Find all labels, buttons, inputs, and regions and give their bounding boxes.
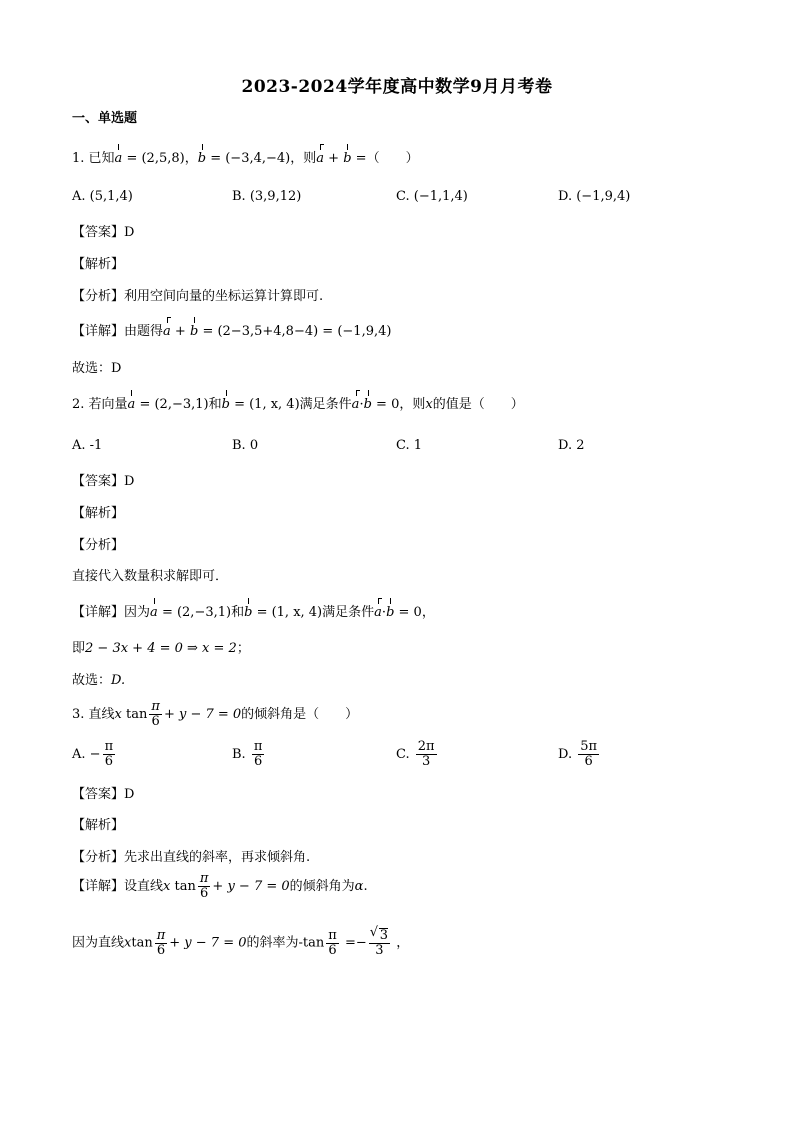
q1-detail-line: 【详解】由题得a + b = (2−3,5+4,8−4) = (−1,9,4) [72,324,392,339]
q2-detail-a: = (2,−3,1) [161,605,232,620]
q3-option-a-den: 6 [104,754,113,769]
q3-option-a-frac [103,740,116,769]
q3-sqrt-den: 3 [375,943,384,958]
q1-a-value: (2,5,8) [141,151,185,166]
q3-because-neg: - [298,935,303,951]
vector-b-q2-cond: b [386,605,395,620]
q3-because-frac2-num: π [328,927,337,943]
section-heading: 一、单选题 [72,111,138,126]
q3-detail-line [72,872,368,902]
q3-because-frac-num: π [156,927,166,943]
q2-option-c: C. 1 [396,438,423,453]
q3-because-tan: tan [131,935,153,951]
q3-detail-pre: 设直线 [124,879,164,894]
q2-option-d: D. 2 [558,438,585,453]
q2-detail-pre: 因为 [124,605,151,620]
q3-option-b-num: π [253,739,263,754]
page-title: 2023-2024学年度高中数学9月月考卷 [241,77,553,97]
q3-answer-line [72,787,134,803]
vector-b-q2-detail: b [244,605,253,620]
q3-option-a-sign: − [89,747,101,762]
q2-answer-line [72,474,134,490]
q2-ask-post: 的值是（ ） [432,397,524,412]
q3-because-frac [155,929,168,958]
q3-because-rest: + y − 7 = 0 [169,935,247,951]
q2-jiexi-tag: 【解析】 [72,506,125,521]
q3-tan: tan [126,707,148,722]
q2-choose: 故选： [72,673,112,688]
q3-option-a-num: π [104,739,114,754]
q1-fenxi: 利用空间向量的坐标运算计算即可. [124,289,324,304]
q2-ji-line [72,641,250,657]
fenxi-tag: 【分析】 [72,850,125,865]
q2-detail-cond-eq: = 0 [398,605,422,620]
vector-b: b [197,151,207,166]
q2-detail-b: = (1, x, 4) [256,605,323,620]
q3-eq-neg: =− [344,935,367,951]
q2-ji-pre: 即 [72,641,86,656]
q2-detail-cond: 满足条件 [322,605,375,620]
q2-detail-end: ， [421,605,435,620]
q2-number: 2. 若向量 [72,397,128,412]
q3-number: 3. 直线 [72,707,115,722]
q3-detail-frac-den: 6 [200,886,209,901]
q3-fraction-num: π [151,699,160,714]
q3-jiexi-tag: 【解析】 [72,818,125,833]
q3-sqrt-num [369,928,390,944]
q3-option-a [72,740,117,769]
q2-ji-eq: 2 − 3x + 4 = 0 ⇒ x = 2 [85,641,237,656]
q3-option-b-label: B. [232,747,246,762]
q1-option-a: A. (5,1,4) [72,189,133,204]
q2-option-a: A. -1 [72,438,103,453]
vector-b-sum: b [343,151,352,166]
vector-a-detail: a [163,324,171,339]
q3-option-c-den: 3 [422,754,431,769]
q3-because-line [72,928,409,959]
q3-rest: + y − 7 = 0 [163,707,242,722]
q1-fenxi-line [72,289,323,305]
vector-b-detail: b [189,324,199,339]
q3-fraction [149,700,162,729]
q3-ask: 的倾斜角是（ ） [241,707,359,722]
q1-choose: 故选：D [72,361,122,376]
q3-because-frac-den: 6 [156,942,166,958]
question-2: 2. 若向量a = (2,−3,1)和b = (1, x, 4)满足条件a·b = 0，则x的值是（ ） [72,397,524,412]
vector-a-q2-cond: a [374,605,382,620]
question-3 [72,700,358,730]
vector-a-sum: a [316,151,325,166]
q2-detail-and: 和 [231,605,245,620]
q3-because-frac2-den: 6 [328,942,337,958]
vector-a-q2-detail: a [150,605,158,620]
q1-option-d: D. (−1,9,4) [558,189,631,204]
vector-b-q2: b [221,397,230,412]
q2-and: 和 [208,397,222,412]
q3-option-c-label: C. [396,747,410,762]
q3-fenxi-line [72,850,310,866]
q3-detail-frac-num: π [199,871,209,886]
q1-ask-pre: ，则 [290,151,317,166]
q2-var: x [425,397,433,412]
q3-x: x [114,707,122,722]
q3-option-b [232,740,266,769]
q3-detail-frac [198,872,211,901]
q3-detail-rest: + y − 7 = 0 [212,879,290,894]
q1-number: 1. 已知 [72,151,115,166]
q3-detail-x: x [163,879,171,894]
detail-tag: 【详解】 [72,324,125,339]
q2-b-value: = (1, x, 4) [234,397,300,412]
vector-a-q2: a [127,397,136,412]
q3-because-end: ， [396,935,410,951]
q3-detail-tan: tan [174,879,196,894]
q3-option-d-label: D. [558,747,573,762]
q3-because-tan2: tan [302,935,325,951]
q3-sqrt-frac [369,928,390,958]
q2-a-value: = (2,−3,1) [139,397,209,412]
detail-tag: 【详解】 [72,879,125,894]
vector-b-cond: b [363,397,372,412]
q3-option-d-num: 5π [580,739,598,754]
q3-alpha: α [354,879,364,894]
q1-detail-eq: = (2−3,5+4,8−4) = (−1,9,4) [202,324,392,339]
q3-option-d [558,740,601,769]
q3-option-c-frac [416,740,437,769]
q2-ask: ，则 [399,397,426,412]
detail-tag: 【详解】 [72,605,125,620]
q2-detail-line: 【详解】因为a = (2,−3,1)和b = (1, x, 4)满足条件a·b = 0， [72,605,435,620]
q3-option-d-frac [578,740,599,769]
q3-option-d-den: 6 [584,754,593,769]
answer-tag: 【答案】 [72,225,125,240]
q2-cond-eq: = 0 [376,397,400,412]
q3-sqrt: √ 3 [379,928,388,943]
q3-option-a-label: A. [72,747,86,762]
q2-fenxi-text: 直接代入数量积求解即可． [72,569,229,584]
q2-option-b: B. 0 [232,438,259,453]
q3-fraction-den: 6 [151,714,160,729]
q3-because-pre: 因为直线 [72,935,125,951]
fenxi-tag: 【分析】 [72,289,125,304]
q1-ask-post: =（ ） [355,151,419,166]
q2-ji-end: ； [236,641,250,656]
q1-jiexi-tag: 【解析】 [72,257,125,272]
q1-option-c: C. (−1,1,4) [396,189,468,204]
q3-because-mid: 的斜率为 [246,935,299,951]
q1-b-value: (−3,4,−4) [225,151,291,166]
q1-answer: D [124,225,135,240]
question-1: 1. 已知a = (2,5,8)，b = (−3,4,−4)，则a + b =（ ） [72,151,419,166]
q3-detail-post: 的倾斜角为 [289,879,355,894]
vector-a: a [114,151,123,166]
vector-a-cond: a [351,397,360,412]
q3-answer: D [124,787,135,802]
q2-choose-val: D. [111,673,126,688]
q3-fenxi: 先求出直线的斜率，再求倾斜角. [124,850,311,865]
answer-tag: 【答案】 [72,787,125,802]
q2-answer: D [124,474,135,489]
q3-because-frac2 [326,929,339,958]
answer-tag: 【答案】 [72,474,125,489]
q1-detail-pre: 由题得 [124,324,164,339]
q2-fenxi-tag: 【分析】 [72,538,125,553]
q1-answer-line [72,225,134,241]
q2-cond: 满足条件 [299,397,352,412]
q3-option-b-den: 6 [253,754,263,769]
q3-option-b-frac [252,740,265,769]
q3-option-c-num: 2π [417,739,435,754]
q3-because-x: x [124,935,132,951]
q1-sep: ， [184,151,198,166]
q3-detail-end: . [363,879,368,894]
q2-choose-line [72,673,125,689]
q3-option-c [396,740,439,769]
q1-option-b: B. (3,9,12) [232,189,302,204]
